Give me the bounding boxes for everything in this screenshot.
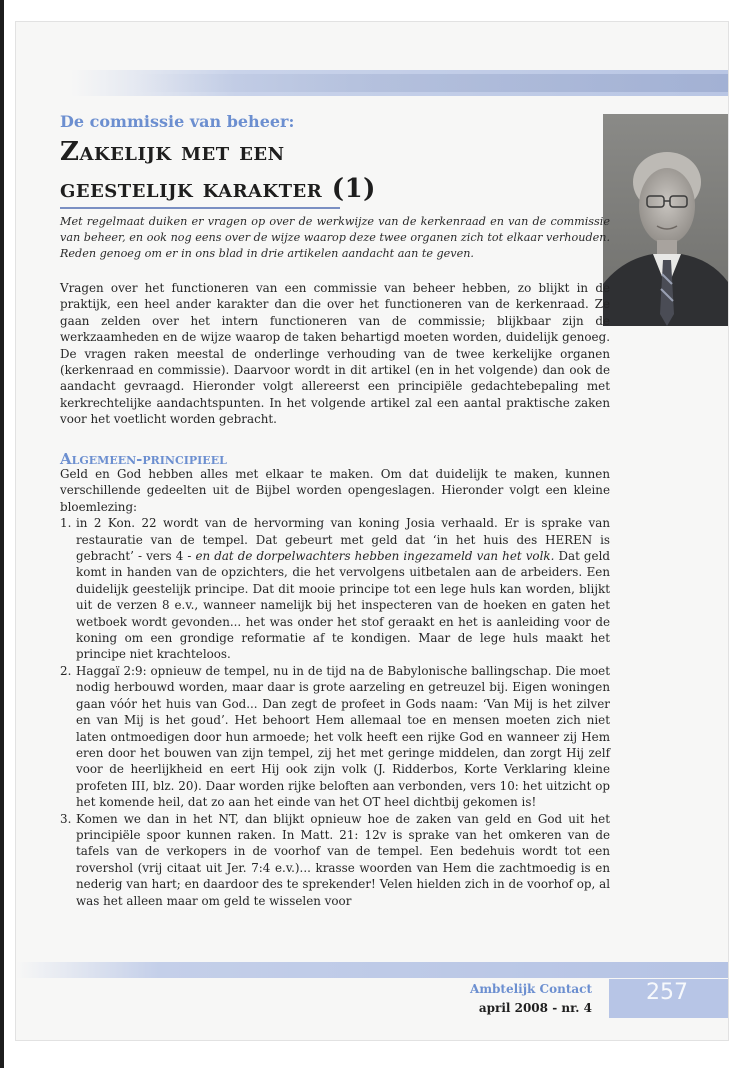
- list-text-italic: en dat de dorpelwachters hebben ingezameld van het volk.: [195, 549, 555, 564]
- header-band-shade: [136, 74, 728, 92]
- footer-band: [16, 962, 728, 978]
- article-title-line-1: Zakelijk met een: [60, 137, 285, 167]
- magazine-name: Ambtelijk Contact: [470, 982, 592, 996]
- article-kicker: De commissie van beheer:: [60, 112, 295, 131]
- list-text: Dat geld komt in handen van de opzichters, die het vervolgens uitbetalen aan de arbeiders. Een duidelijk geestelijk principe. Dat dit mooie principe tot een lege huls kan worden, blijkt uit de verzen 8 e.v., wanneer namelijk bij het inspecteren van de hoeken en gaten het wetboek wordt gevonden... het was onder het stof geraakt en het is aanleiding voor de koning om een grondige reformatie af te kondigen. Maar de lege huls maakt het principe niet krachteloos.: [76, 549, 610, 662]
- section-intro: Geld en God hebben alles met elkaar te maken. Om dat duidelijk te maken, kunnen verschillende gedeelten uit de Bijbel worden opengeslagen. Hieronder volgt een kleine bloemlezing:: [60, 467, 610, 514]
- list-number: 1.: [60, 516, 72, 531]
- author-portrait: [603, 114, 728, 326]
- list-text: in 2 Kon. 22 wordt van de hervorming van koning Josia verhaald. Er is sprake van restauratie van de tempel. Dat gebeurt met geld dat ‘in het huis des HEREN is gebracht’ - vers 4 -: [76, 516, 610, 564]
- scan-edge: [0, 0, 4, 1068]
- page-number: 257: [646, 980, 688, 1005]
- article-intro: Met regelmaat duiken er vragen op over de werkwijze van de kerkenraad en van de commissie van beheer, en ook nog eens over de wijze waarop deze twee organen zich tot elkaar verhouden. Reden genoeg om er in ons blad in drie artikelen aandacht aan te geven.: [60, 215, 610, 260]
- article-title: [60, 134, 620, 208]
- scripture-list: [60, 515, 610, 909]
- title-underline: [60, 207, 340, 209]
- list-item: [60, 811, 610, 909]
- list-number: 2.: [60, 663, 72, 678]
- list-text: Haggaï 2:9: opnieuw de tempel, nu in de tijd na de Babylonische ballingschap. Die moet nodig herbouwd worden, maar daar is grote aarzeling en getreuzel bij. Eigen woningen gaan vóór het huis van God... Dan zegt de profeet in Gods naam: ‘Van Mij is het zilver en van Mij is het goud’. Het behoort Hem allemaal toe en mensen moeten zich niet laten ontmoedigen door hun armoede; het volk heeft een rijke God en wanneer zij Hem eren door het bouwen van zijn tempel, zij het met geringe middelen, dan zorgt Hij zelf voor de heerlijkheid en eert Hij ook zijn volk (J. Ridderbos, Korte Verklaring kleine profeten III, blz. 20). Daar worden rijke beloften aan verbonden, vers 10: het uitzicht op het komende heil, dat zo aan het einde van het OT heel dichtbij gekomen is!: [76, 663, 610, 810]
- article-body-paragraph: Vragen over het functioneren van een commissie van beheer hebben, zo blijkt in de praktijk, een heel ander karakter dan die over het functioneren van de kerkenraad. Ze gaan zelden over het intern functioneren van de commissie; blijkbaar zijn de werkzaamheden en de wijze waarop de taken behartigd moeten worden, duidelijk genoeg. De vragen raken meestal de onderlinge verhouding van de twee kerkelijke organen (kerkenraad en commissie). Daarvoor wordt in dit artikel (en in het volgende) dan ook de aandacht gevraagd. Hieronder volgt allereerst een principiële gedachtebepaling met kerkrechtelijke aandachtspunten. In het volgende artikel zal een aantal praktische zaken voor het voetlicht worden gebracht.: [60, 281, 610, 427]
- magazine-page: [16, 22, 728, 1040]
- section-content: [60, 466, 610, 909]
- list-item: [60, 515, 610, 663]
- section-heading: Algemeen-principieel: [60, 450, 227, 468]
- list-item: [60, 663, 610, 811]
- article-title-line-2: geestelijk karakter (1): [60, 174, 376, 204]
- issue-info: april 2008 - nr. 4: [478, 1001, 592, 1015]
- list-text: Komen we dan in het NT, dan blijkt opnieuw hoe de zaken van geld en God uit het principiële spoor kunnen raken. In Matt. 21: 12v is sprake van het omkeren van de tafels van de verkopers in de voorhof van de tempel. Een bedehuis wordt tot een rovershol (vrij citaat uit Jer. 7:4 e.v.)... krasse woorden van Hem die zachtmoedig is en nederig van hart; en daardoor des te sprekender! Velen hielden zich in de voorhof op, al was het alleen maar om geld te wisselen voor: [76, 811, 610, 908]
- list-number: 3.: [60, 811, 72, 826]
